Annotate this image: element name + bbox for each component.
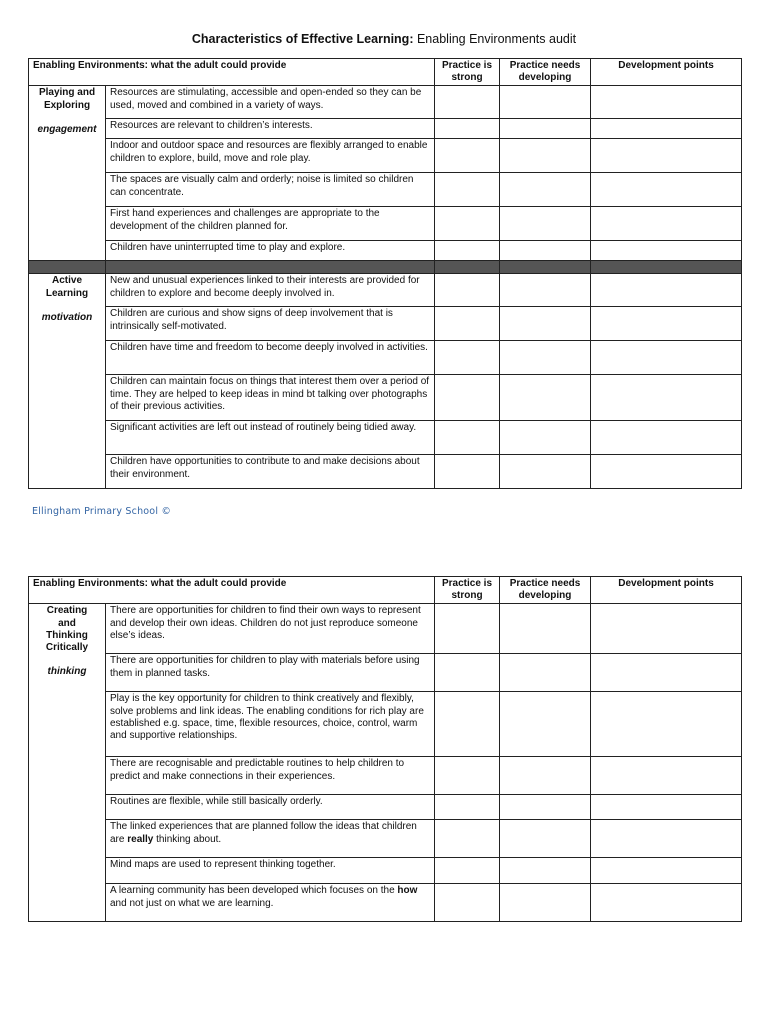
strong-cell[interactable] [435, 654, 500, 692]
points-cell[interactable] [591, 86, 742, 119]
points-cell[interactable] [591, 207, 742, 241]
developing-cell[interactable] [500, 139, 591, 173]
points-cell[interactable] [591, 604, 742, 654]
developing-cell[interactable] [500, 375, 591, 421]
table-row: The spaces are visually calm and orderly; noise is limited so children can concentrate. [106, 173, 435, 207]
points-cell[interactable] [591, 139, 742, 173]
strong-cell[interactable] [435, 241, 500, 261]
developing-cell[interactable] [500, 173, 591, 207]
developing-cell[interactable] [500, 307, 591, 341]
school-footer: Ellingham Primary School © [32, 506, 172, 517]
table-row: There are opportunities for children to find their own ways to represent and develop their own ideas. Children do not just reproduce someone else’s ideas. [106, 604, 435, 654]
strong-cell[interactable] [435, 455, 500, 489]
points-cell[interactable] [591, 274, 742, 307]
developing-cell[interactable] [500, 757, 591, 795]
section-name: Playing and Exploring [38, 87, 96, 111]
developing-cell[interactable] [500, 455, 591, 489]
section-active-learning [29, 274, 106, 489]
strong-cell[interactable] [435, 421, 500, 455]
developing-cell[interactable] [500, 241, 591, 261]
row-text: The linked experiences that are planned follow the ideas that children are [110, 821, 417, 845]
audit-table-2 [28, 576, 742, 922]
table-row: Children have opportunities to contribute to and make decisions about their environment. [106, 455, 435, 489]
header-points: Development points [591, 577, 742, 604]
strong-cell[interactable] [435, 341, 500, 375]
points-cell[interactable] [591, 119, 742, 139]
table-row: Resources are relevant to children’s interests. [106, 119, 435, 139]
strong-cell[interactable] [435, 820, 500, 858]
table-row: Routines are flexible, while still basically orderly. [106, 795, 435, 820]
strong-cell[interactable] [435, 139, 500, 173]
strong-cell[interactable] [435, 86, 500, 119]
header-main: Enabling Environments: what the adult could provide [29, 577, 435, 604]
header-strong: Practice is strong [435, 59, 500, 86]
points-cell[interactable] [591, 757, 742, 795]
points-cell[interactable] [591, 858, 742, 884]
page-title [0, 32, 768, 46]
developing-cell[interactable] [500, 858, 591, 884]
table-row: Indoor and outdoor space and resources are flexibly arranged to enable children to explore, build, move and role play. [106, 139, 435, 173]
table-row: Children are curious and show signs of deep involvement that is intrinsically self-motivated. [106, 307, 435, 341]
developing-cell[interactable] [500, 274, 591, 307]
section-playing-exploring [29, 86, 106, 261]
strong-cell[interactable] [435, 119, 500, 139]
strong-cell[interactable] [435, 884, 500, 922]
row-text-bold: really [127, 833, 154, 845]
strong-cell[interactable] [435, 604, 500, 654]
table-row: There are opportunities for children to play with materials before using them in planned tasks. [106, 654, 435, 692]
section-sub: thinking [47, 666, 87, 678]
points-cell[interactable] [591, 241, 742, 261]
strong-cell[interactable] [435, 692, 500, 757]
section-name: Creating and Thinking Critically [45, 605, 89, 653]
section-sub: engagement [37, 123, 97, 135]
page-title-bold: Characteristics of Effective Learning: [191, 32, 414, 46]
header-strong: Practice is strong [435, 577, 500, 604]
row-text: thinking about. [153, 833, 222, 845]
strong-cell[interactable] [435, 307, 500, 341]
table-row: Significant activities are left out instead of routinely being tidied away. [106, 421, 435, 455]
row-text-bold: how [397, 885, 418, 897]
points-cell[interactable] [591, 307, 742, 341]
developing-cell[interactable] [500, 884, 591, 922]
points-cell[interactable] [591, 455, 742, 489]
strong-cell[interactable] [435, 274, 500, 307]
table-row: Children can maintain focus on things that interest them over a period of time. They are helped to keep ideas in mind bt talking over photographs of their previous activities. [106, 375, 435, 421]
developing-cell[interactable] [500, 604, 591, 654]
points-cell[interactable] [591, 820, 742, 858]
strong-cell[interactable] [435, 173, 500, 207]
points-cell[interactable] [591, 884, 742, 922]
table-row: There are recognisable and predictable routines to help children to predict and make connections in their experiences. [106, 757, 435, 795]
developing-cell[interactable] [500, 654, 591, 692]
strong-cell[interactable] [435, 858, 500, 884]
strong-cell[interactable] [435, 757, 500, 795]
header-developing: Practice needs developing [500, 577, 591, 604]
points-cell[interactable] [591, 341, 742, 375]
points-cell[interactable] [591, 375, 742, 421]
table-row: Play is the key opportunity for children to think creatively and flexibly, solve problems and link ideas. The enabling conditions for rich play are established e.g. space, time, flexible resources, choice, control, warm and supportive relationships. [106, 692, 435, 757]
table-row: Children have uninterrupted time to play and explore. [106, 241, 435, 261]
table-row: Resources are stimulating, accessible and open-ended so they can be used, moved and combined in a variety of ways. [106, 86, 435, 119]
section-creating-thinking [29, 604, 106, 922]
row-text: A learning community has been developed which focuses on the [110, 885, 398, 897]
section-sub: motivation [41, 311, 93, 323]
page-title-rest: Enabling Environments audit [413, 32, 577, 46]
table-row [106, 884, 435, 922]
table-row: Mind maps are used to represent thinking together. [106, 858, 435, 884]
developing-cell[interactable] [500, 820, 591, 858]
points-cell[interactable] [591, 654, 742, 692]
points-cell[interactable] [591, 173, 742, 207]
developing-cell[interactable] [500, 795, 591, 820]
table-row: Children have time and freedom to become deeply involved in activities. [106, 341, 435, 375]
strong-cell[interactable] [435, 207, 500, 241]
table-row: First hand experiences and challenges are appropriate to the development of the children planned for. [106, 207, 435, 241]
developing-cell[interactable] [500, 207, 591, 241]
header-points: Development points [591, 59, 742, 86]
section-divider [29, 261, 742, 274]
points-cell[interactable] [591, 421, 742, 455]
developing-cell[interactable] [500, 692, 591, 757]
table-row: New and unusual experiences linked to their interests are provided for children to explore and become deeply involved in. [106, 274, 435, 307]
points-cell[interactable] [591, 795, 742, 820]
developing-cell[interactable] [500, 421, 591, 455]
developing-cell[interactable] [500, 119, 591, 139]
header-developing: Practice needs developing [500, 59, 591, 86]
developing-cell[interactable] [500, 341, 591, 375]
table-row [106, 820, 435, 858]
header-main: Enabling Environments: what the adult could provide [29, 59, 435, 86]
points-cell[interactable] [591, 692, 742, 757]
row-text: and not just on what we are learning. [110, 897, 274, 909]
strong-cell[interactable] [435, 795, 500, 820]
strong-cell[interactable] [435, 375, 500, 421]
section-name: Active Learning [45, 275, 89, 299]
audit-table-1 [28, 58, 742, 489]
developing-cell[interactable] [500, 86, 591, 119]
